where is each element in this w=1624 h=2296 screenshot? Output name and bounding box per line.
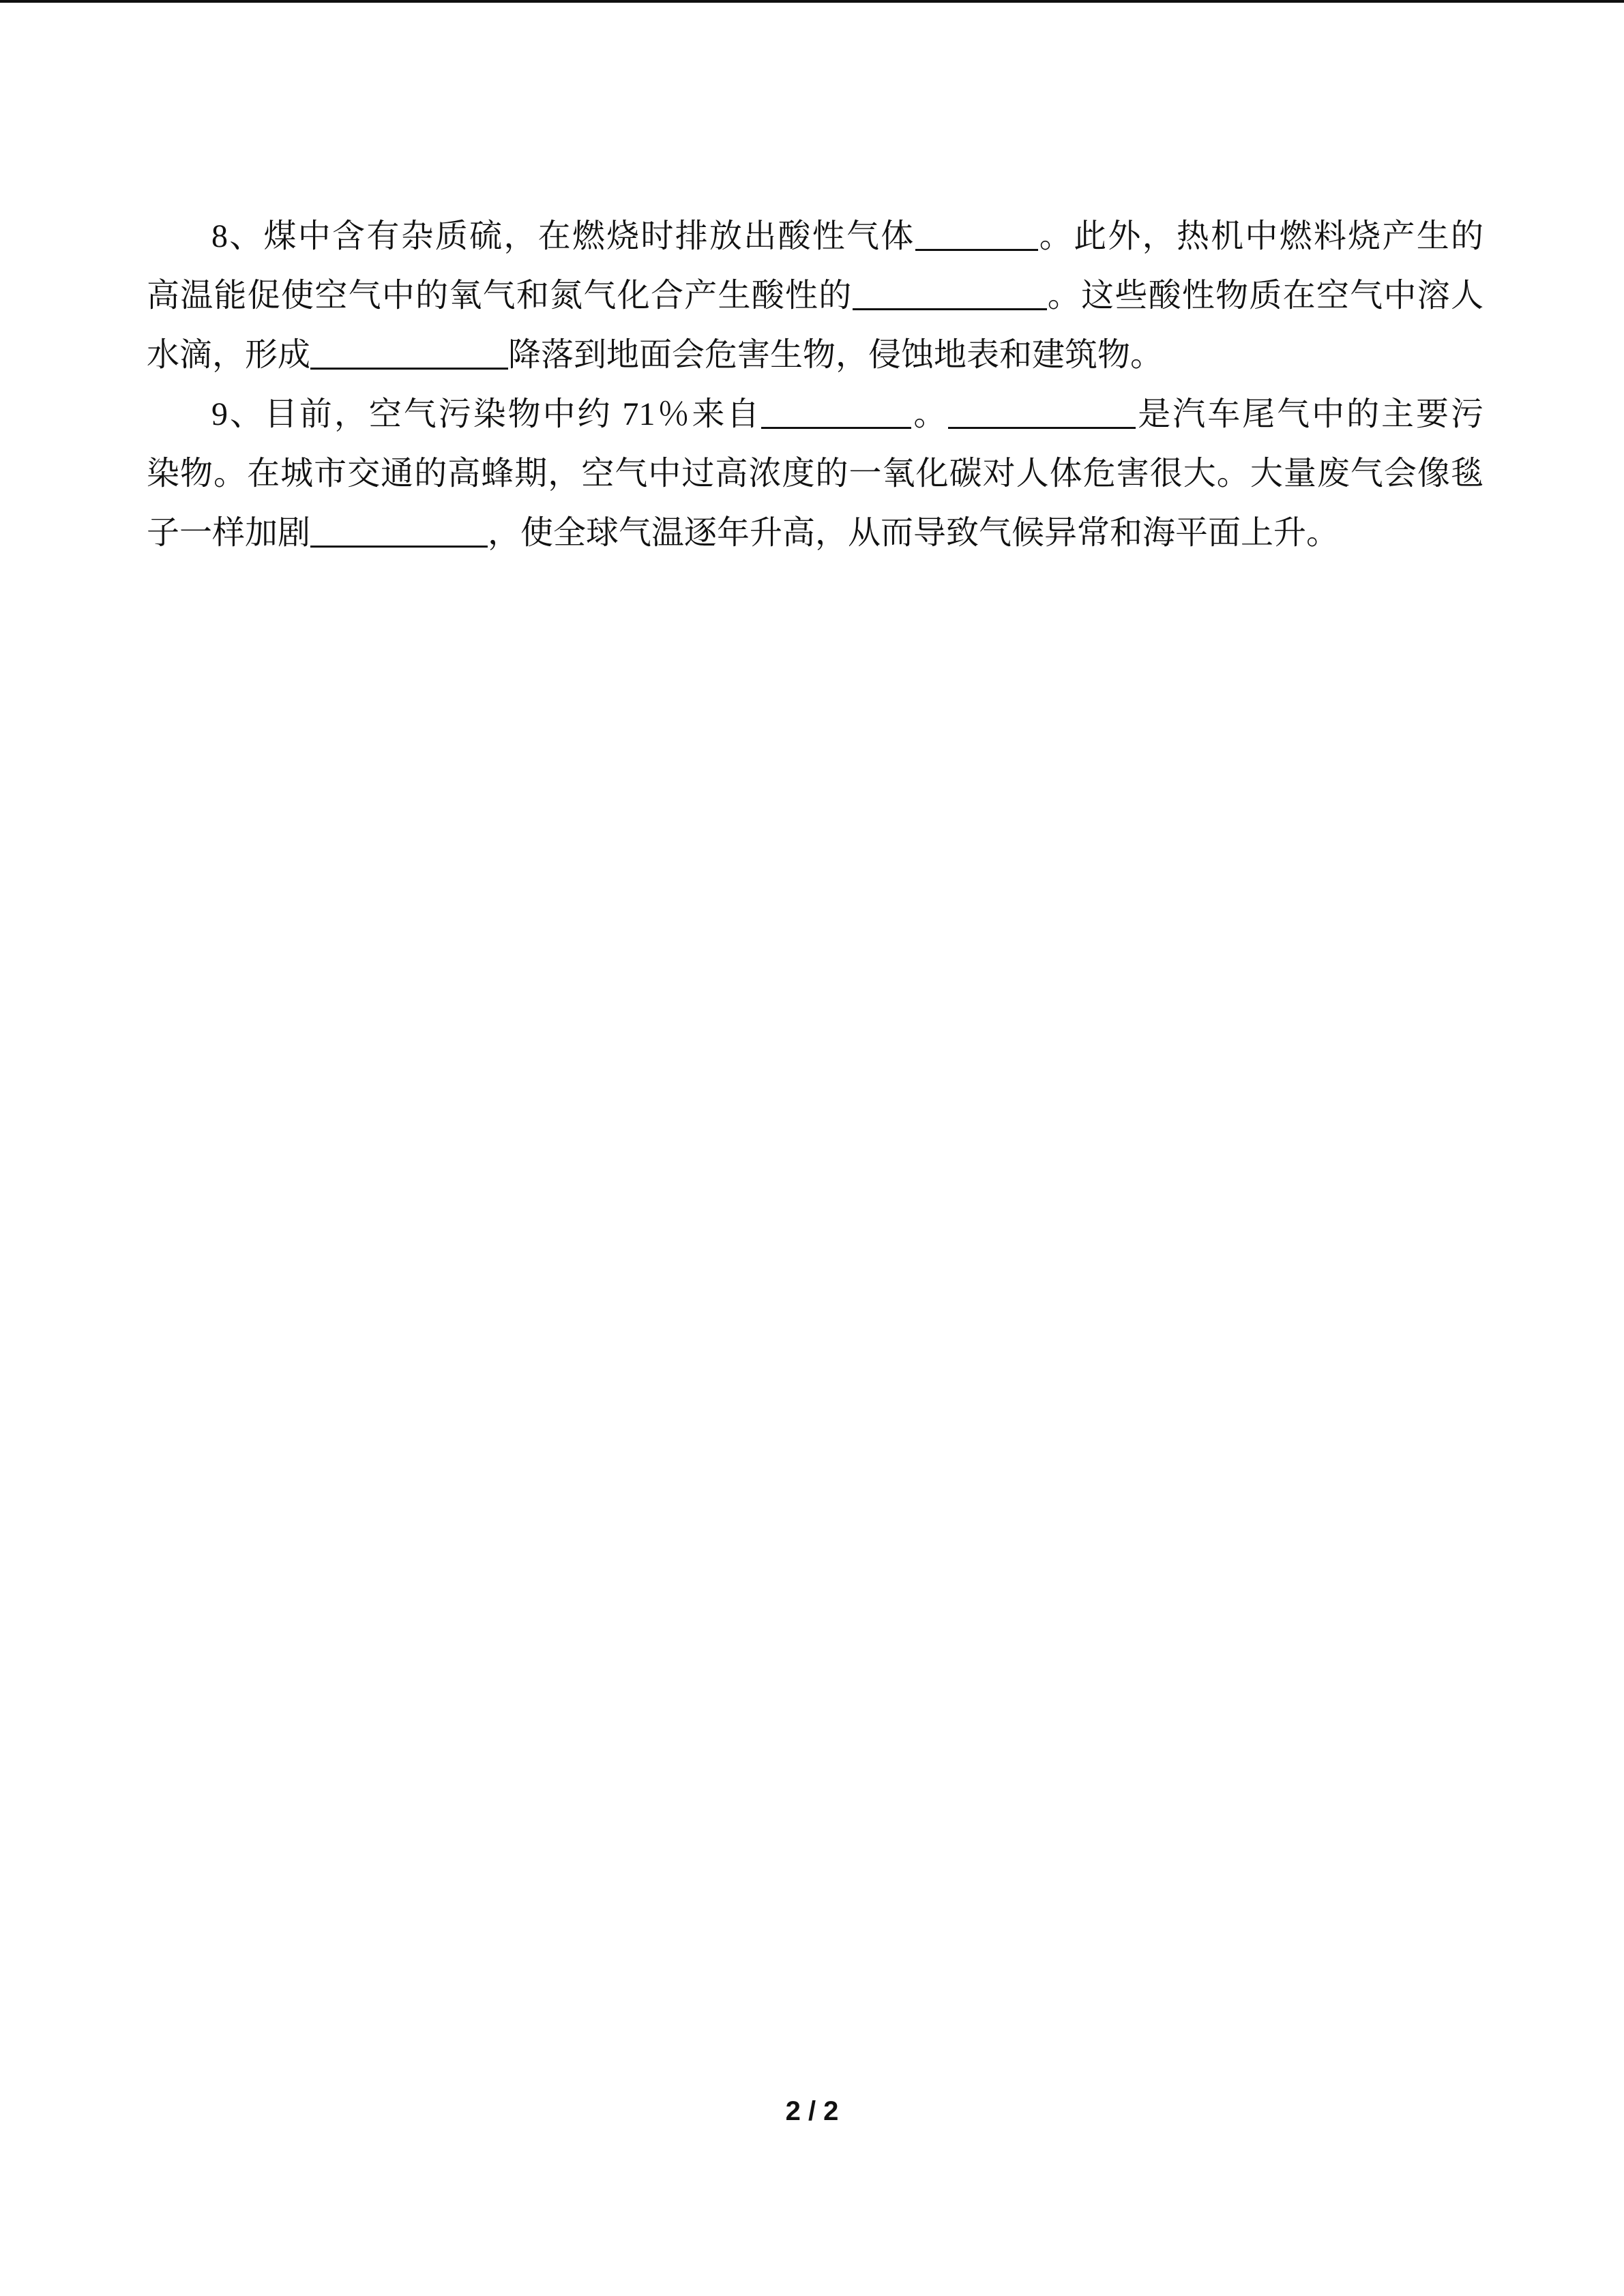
fill-in-blank-line (915, 223, 1038, 251)
paragraph-1-line-1 (147, 207, 1483, 266)
paragraph-1-line-2 (147, 266, 1483, 325)
question-text: ，使全球气温逐年升高，从而导致气候异常和海平面上升。 (488, 515, 1340, 551)
question-text: 8、煤中含有杂质硫，在燃烧时排放出酸性气体 (211, 218, 915, 254)
page-number: 2 / 2 (785, 2096, 839, 2126)
fill-in-blank-line (948, 401, 1136, 429)
question-text: 。 (911, 396, 949, 432)
fill-in-blank-line (761, 401, 911, 429)
question-text: 染物。在城市交通的高蜂期，空气中过高浓度的一氧化碳对人体危害很大。大量废气会像毯 (147, 456, 1483, 492)
paragraph-2-line-3 (147, 503, 1483, 563)
question-text: 。这些酸性物质在空气中溶人 (1046, 278, 1483, 314)
fill-in-blank-line (853, 282, 1047, 310)
window-top-edge (0, 0, 1624, 3)
fill-in-blank-line (310, 342, 508, 370)
question-text: 水滴，形成 (147, 337, 311, 373)
question-text: 子一样加剧 (147, 515, 311, 551)
paragraph-2-line-1 (147, 385, 1483, 444)
paragraph-2-line-2 (147, 444, 1483, 503)
question-text: 降落到地面会危害生物，侵蚀地表和建筑物。 (508, 337, 1164, 373)
question-text: 是汽车尾气中的主要污 (1136, 396, 1483, 432)
question-text: 。此外，热机中燃料烧产生的 (1037, 218, 1483, 254)
paragraph-1-line-3 (147, 325, 1483, 385)
question-text: 高温能促使空气中的氧气和氮气化合产生酸性的 (147, 278, 853, 314)
fill-in-blank-line (310, 520, 488, 548)
document-body (147, 207, 1483, 563)
question-text: 9、目前，空气污染物中约 71％来自 (211, 396, 762, 432)
